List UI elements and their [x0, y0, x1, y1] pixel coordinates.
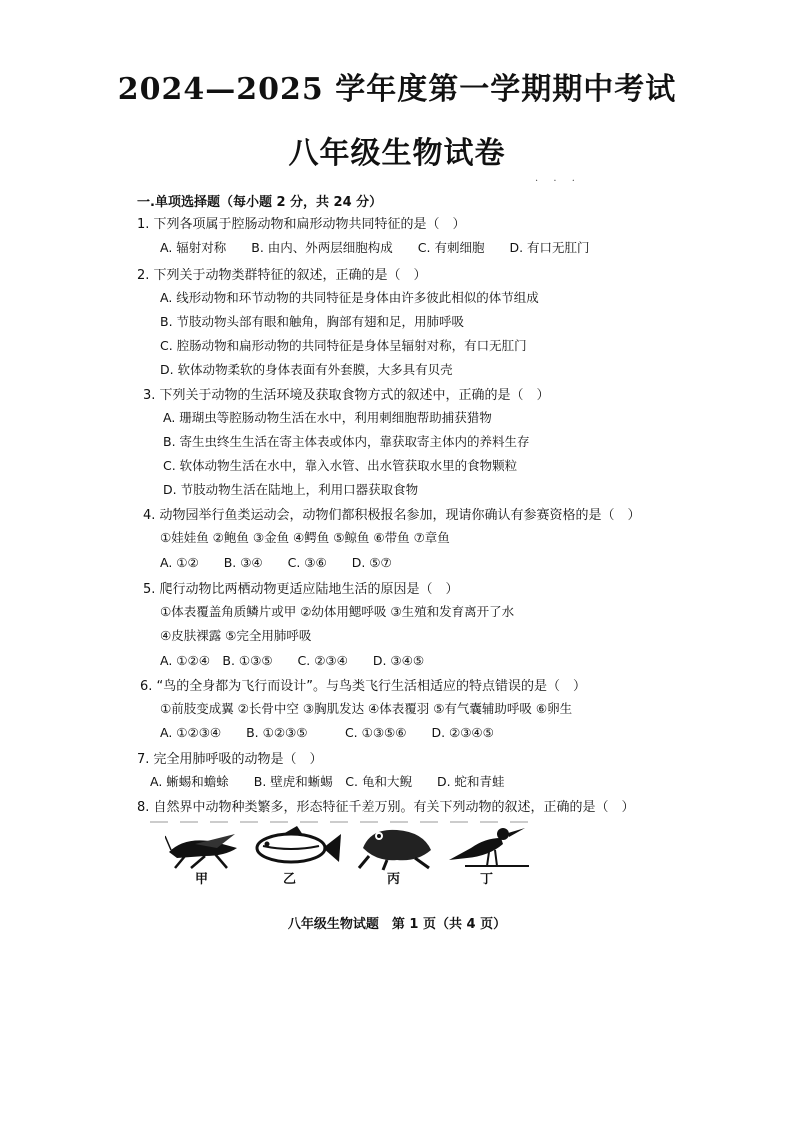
q7-stem: 7. 完全用肺呼吸的动物是（ ） [137, 752, 323, 767]
exam-title: 2024—2025 学年度第一学期期中考试 [117, 72, 677, 107]
q5-items-line1: ①体表覆盖角质鳞片或甲 ②幼体用鳃呼吸 ③生殖和发育离开了水 [160, 604, 515, 619]
q3-option-c: C. 软体动物生活在水中，靠入水管、出水管获取水里的食物颗粒 [163, 458, 518, 473]
q4-stem: 4. 动物园举行鱼类运动会，动物们都积极报名参加，现请你确认有参赛资格的是（ ） [143, 508, 641, 523]
q6-options: A. ①②③④ B. ①②③⑤ C. ①③⑤⑥ D. ②③④⑤ [160, 725, 494, 740]
grasshopper-icon [165, 822, 245, 872]
page-footer: 八年级生物试题 第 1 页（共 4 页） [287, 917, 507, 932]
figure-label-jia: 甲 [195, 872, 209, 887]
q1-options: A. 辐射对称 B. 由内、外两层细胞构成 C. 有刺细胞 D. 有口无肛门 [160, 240, 590, 255]
q6-stem: 6. “鸟的全身都为飞行而设计”。与鸟类飞行生活相适应的特点错误的是（ ） [140, 679, 587, 694]
q6-items: ①前肢变成翼 ②长骨中空 ③胸肌发达 ④体表覆羽 ⑤有气囊辅助呼吸 ⑥卵生 [160, 701, 573, 716]
q3-option-d: D. 节肢动物生活在陆地上，利用口器获取食物 [163, 482, 419, 497]
figure-label-yi: 乙 [283, 872, 297, 887]
q4-items: ①娃娃鱼 ②鲍鱼 ③金鱼 ④鳄鱼 ⑤鲸鱼 ⑥带鱼 ⑦章鱼 [160, 530, 450, 545]
q8-stem: 8. 自然界中动物种类繁多，形态特征千差万别。有关下列动物的叙述，正确的是（ ） [137, 800, 635, 815]
q5-stem: 5. 爬行动物比两栖动物更适应陆地生活的原因是（ ） [143, 582, 459, 597]
q2-stem: 2. 下列关于动物类群特征的叙述，正确的是（ ） [137, 268, 427, 283]
q7-options: A. 蜥蜴和蟾蜍 B. 壁虎和蜥蜴 C. 龟和大鲵 D. 蛇和青蛙 [150, 774, 505, 789]
q3-stem: 3. 下列关于动物的生活环境及获取食物方式的叙述中，正确的是（ ） [143, 388, 550, 403]
q4-options: A. ①② B. ③④ C. ③⑥ D. ⑤⑦ [160, 555, 392, 570]
bird-icon [445, 822, 535, 872]
q3-option-a: A. 珊瑚虫等腔肠动物生活在水中，利用刺细胞帮助捕获猎物 [163, 410, 492, 425]
q2-option-c: C. 腔肠动物和扁形动物的共同特征是身体呈辐射对称，有口无肛门 [160, 338, 527, 353]
frog-icon [357, 822, 437, 872]
scan-specks: · · · [535, 176, 581, 187]
section-heading: 一.单项选择题（每小题 2 分，共 24 分） [137, 195, 383, 210]
q8-figure [150, 822, 540, 892]
q3-option-b: B. 寄生虫终生生活在寄主体表或体内，靠获取寄主体内的养料生存 [163, 434, 530, 449]
figure-label-bing: 丙 [387, 872, 401, 887]
q2-option-d: D. 软体动物柔软的身体表面有外套膜，大多具有贝壳 [160, 362, 453, 377]
q1-stem: 1. 下列各项属于腔肠动物和扁形动物共同特征的是（ ） [137, 217, 466, 232]
q5-options: A. ①②④ B. ①③⑤ C. ②③④ D. ③④⑤ [160, 653, 425, 668]
q2-option-a: A. 线形动物和环节动物的共同特征是身体由许多彼此相似的体节组成 [160, 290, 539, 305]
q2-option-b: B. 节肢动物头部有眼和触角，胸部有翅和足，用肺呼吸 [160, 314, 465, 329]
q5-items-line2: ④皮肤裸露 ⑤完全用肺呼吸 [160, 628, 312, 643]
fish-icon [253, 822, 343, 872]
figure-label-ding: 丁 [480, 872, 494, 887]
paper-title: 八年级生物试卷 [288, 136, 506, 171]
